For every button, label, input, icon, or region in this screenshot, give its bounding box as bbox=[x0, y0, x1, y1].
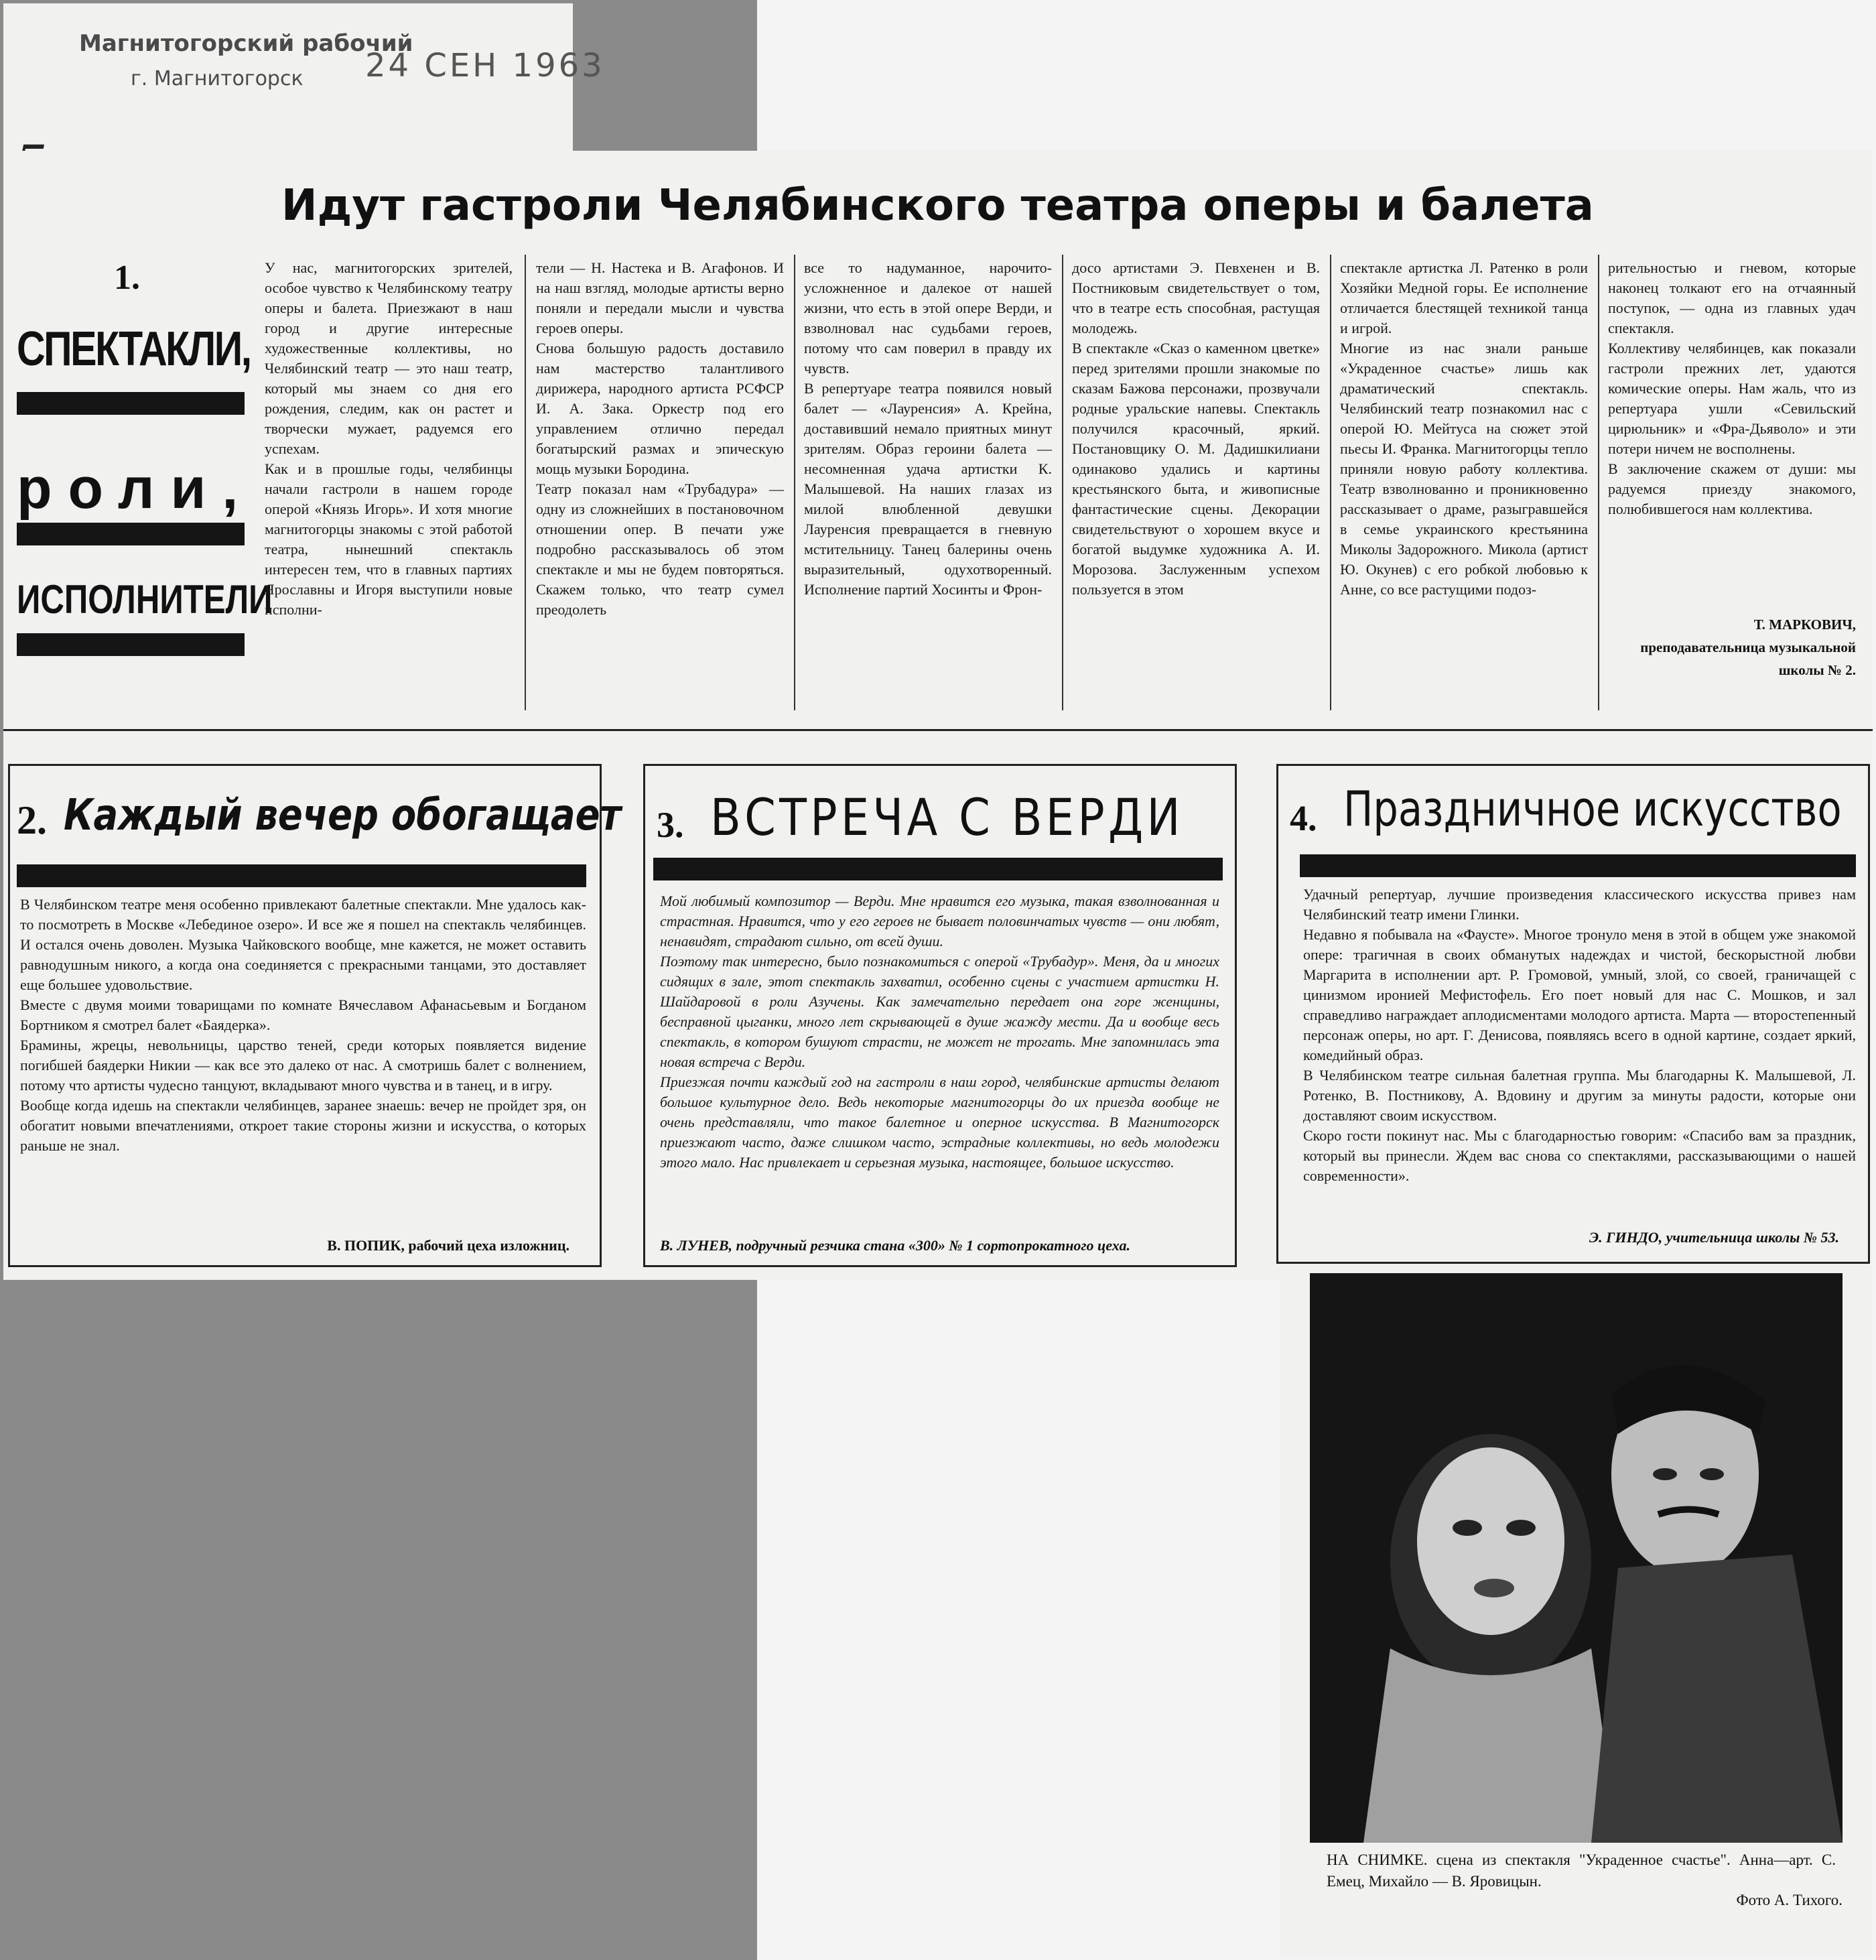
article2-bar bbox=[17, 864, 586, 887]
article3-text: Мой любимый композитор — Верди. Мне нравится его музыка, такая взволнованная и страстная. Нравится, что у его героев не бывает половинчатых чувств — они любят, ненавидят, страдают сильно, от всей души. Поэтому так интересно, было познакомиться с оперой «Трубадур». Меня, да и многих сидящих в зале, этот спектакль захватил, особенно сцены с участием артистки Н. Шайдаровой в роли Азучены. Как замечательно передает она горе женщины, бесправной цыганки, много лет скрывающей в душе жажду мести. Да и вообще весь спектакль, в котором бушуют страсти, не может не трогать. Мне запомнилась эта новая встреча с Верди. Приезжая почти каждый год на гастроли в наш город, челябинские артисты делают большое культурное дело. Ведь некоторые магнитогорцы до их приезда вообще не очень представляли, что такое балетное и оперное искусства. В Магнитогорск приезжают часто, даже слишком часто, эстрадные коллективы, но ведь молодежи этого мало. Нас привлекает и серьезная музыка, настоящее, большое искусство. bbox=[660, 893, 1219, 1171]
stamp-newspaper: Магнитогорский рабочий bbox=[79, 30, 413, 57]
photo-credit: Фото А. Тихого. bbox=[1736, 1892, 1842, 1908]
article1-bar-2 bbox=[17, 523, 245, 545]
article4-title: Праздничное искусство bbox=[1343, 781, 1842, 837]
article1-title-1: СПЕКТАКЛИ, bbox=[17, 322, 251, 376]
article1-title-3: ИСПОЛНИТЕЛИ bbox=[17, 577, 273, 622]
column-rule bbox=[1062, 255, 1063, 710]
article1-column-1: У нас, магнитогорских зрителей, особое чувство к Челябинскому театру оперы и балета. Приезжают в наш город и другие интересные художественные коллективы, но Челябинский театр — это наш театр, который мы знаем со дня его рождения, следим, как он растет и творчески мужает, радуемся его успехам. Как и в прошлые годы, челябинцы начали гастроли в нашем городе оперой «Князь Игорь». И хотя многие магнитогорцы знакомы с этой работой театра, нынешний спектакль интересен тем, что в главных партиях Ярославны и Игоря выступили новые исполни- bbox=[265, 259, 513, 618]
article1-number: 1. bbox=[114, 259, 140, 297]
article1-bar-1 bbox=[17, 392, 245, 415]
article3-signature: В. ЛУНЕВ, подручный резчика стана «300» № 1 сортопрокатного цеха. bbox=[660, 1237, 1130, 1254]
article1-bar-3 bbox=[17, 633, 245, 656]
article3-bar bbox=[653, 858, 1223, 880]
article3-title: ВСТРЕЧА С ВЕРДИ bbox=[710, 787, 1184, 847]
article2-title: Каждый вечер обогащает bbox=[64, 791, 622, 840]
article1-signature: Т. МАРКОВИЧ, преподавательница музыкальной школы № 2. bbox=[1640, 616, 1856, 678]
article1-column-3: все то надуманное, нарочито-усложненное и далекое от нашей жизни, что есть в этой опере Верди, и взволновал нас судьбами героев, потому что сам поверил в правду их чувств. В репертуаре театра появился новый балет — «Лауренсия» А. Крейна, доставивший немало приятных минут зрителям. Образ героини балета — несомненная удача артистки К. Малышевой. На наших глазах из милой влюбленной девушки Лауренсия превращается в гневную мстительницу. Танец балерины очень выразительный, одухотворенный. Исполнение партий Хосинты и Фрон- bbox=[804, 259, 1052, 598]
article2-text: В Челябинском театре меня особенно привлекают балетные спектакли. Мне удалось как-то посмотреть в Москве «Лебединое озеро». И все же я пошел на спектакль челябинцев. И остался очень доволен. Музыка Чайковского вообще, мне кажется, не может оставить равнодушным никого, а когда она соединяется с прекрасными танцами, это доставляет еще большее удовольствие. Вместе с двумя моими товарищами по комнате Вячеславом Афанасьевым и Богданом Бортником я смотрел балет «Баядерка». Брамины, жрецы, невольницы, царство теней, среди которых появляется видение погибшей баядерки Никии — как все это далеко от нас. А смотришь балет с волнением, потому что артисты чудесно танцуют, вкладывают много чувства и в танец, и в игру. Вообще когда идешь на спектакли челябинцев, заранее знаешь: вечер не пройдет зря, он обогатит новыми впечатлениями, откроет такие стороны жизни и искусства, о которых раньше не знал. bbox=[20, 896, 586, 1154]
article2-number: 2. bbox=[17, 798, 47, 842]
column-rule bbox=[794, 255, 795, 710]
photo bbox=[1310, 1273, 1842, 1843]
stamp-date: 24 СЕН 1963 bbox=[365, 47, 605, 84]
photo-scene bbox=[1310, 1273, 1842, 1843]
article1-column-5: спектакле артистка Л. Ратенко в роли Хозяйки Медной горы. Ее исполнение отличается блестящей техникой танца и игрой. Многие из нас знали раньше «Украденное счастье» лишь как драматический спектакль. Челябинский театр познакомил нас с оперой Ю. Мейтуса на сюжет этой пьесы И. Франка. Магнитогорцы тепло приняли новую работу коллектива. Театр взволнованно и проникновенно рассказывает о драме, разыгравшейся в семье украинского крестьянина Миколы Задорожного. Микола (артист Ю. Окунев) с его робкой любовью к Анне, со все растущими подоз- bbox=[1340, 259, 1588, 598]
photo-caption: НА СНИМКЕ. сцена из спектакля "Украденное счастье". Анна—арт. С. Емец, Михайло — В. Яровицын. bbox=[1327, 1851, 1836, 1890]
article3-number: 3. bbox=[657, 805, 684, 845]
column-rule bbox=[1330, 255, 1331, 710]
article1-column-4: досо артистами Э. Певхенен и В. Постниковым свидетельствует о том, что в театре есть способная, растущая молодежь. В спектакле «Сказ о каменном цветке» перед зрителями прошли знакомые по сказам Бажова персонажи, прозвучали родные уральские напевы. Спектакль получился красочный, яркий. Постановщику О. М. Дадишкилиани одинаково удались и картины крестьянского быта, и живописные фантастические сцены. Декорации свидетельствуют о хорошем вкусе и богатой выдумке художника А. И. Морозова. Заслуженным успехом пользуется в этом bbox=[1072, 259, 1320, 598]
article2-signature: В. ПОПИК, рабочий цеха изложниц. bbox=[327, 1237, 570, 1254]
column-rule bbox=[525, 255, 526, 710]
article4-signature: Э. ГИНДО, учительница школы № 53. bbox=[1589, 1229, 1839, 1246]
article1-column-2: тели — Н. Настека и В. Агафонов. И на наш взгляд, молодые артисты верно поняли и передали мысли и чувства героев оперы. Снова большую радость доставило нам мастерство талантливого дирижера, народного артиста РСФСР И. А. Зака. Оркестр под его управлением отлично передал богатырский размах и эпическую мощь музыки Бородина. Театр показал нам «Трубадура» — одну из сложнейших в постановочном отношении опер. В печати уже подробно рассказывалось об этом спектакле и мы не будем повторяться. Скажем только, что театр сумел преодолеть bbox=[536, 259, 784, 618]
stamp-city: г. Магнитогорск bbox=[131, 67, 304, 90]
section-rule bbox=[3, 729, 1873, 731]
article4-text: Удачный репертуар, лучшие произведения классического искусства привез нам Челябинский театр имени Глинки. Недавно я побывала на «Фаусте». Многое тронуло меня в этой в общем уже знакомой опере: трагичная в своих обманутых надеждах и чистой, бескорыстной любви Маргарита в исполнении арт. Р. Громовой, умный, злой, со своей, граничащей с цинизмом иронией Мефистофель. Его поет новый для нас С. Мошков, и зал справедливо награждает аплодисментами молодого артиста. Марта — второстепенный персонаж оперы, но арт. Г. Денисова, появляясь всего в одной картине, создает яркий, комедийный образ. В Челябинском театре сильная балетная группа. Мы благодарны К. Малышевой, Л. Ротенко, В. Постникову, А. Вдовину и другим за минуты радости, которые они доставляют своим искусством. Скоро гости покинут нас. Мы с благодарностью говорим: «Спасибо вам за праздник, который вы принесли. Ждем вас снова со спектаклями, рассказывающими о нашей современности». bbox=[1303, 886, 1856, 1184]
article4-number: 4. bbox=[1290, 798, 1317, 838]
article4-bar bbox=[1300, 854, 1856, 877]
article1-column-6: рительностью и гневом, которые наконец толкают его на отчаянный поступок, — одна из главных удач спектакля. Коллективу челябинцев, как показали гастроли прежних лет, удаются комические оперы. Нам жаль, что из репертуара ушли «Севильский цирюльник» и «Фра-Дьяволо» и эти потери ничем не восполнены. В заключение скажем от души: мы радуемся приезду знакомого, полюбившегося нам коллектива. bbox=[1608, 259, 1856, 517]
article1-title-2: роли, bbox=[17, 456, 255, 521]
headline: Идут гастроли Челябинского театра оперы и балета bbox=[281, 181, 1594, 231]
column-rule bbox=[1598, 255, 1599, 710]
